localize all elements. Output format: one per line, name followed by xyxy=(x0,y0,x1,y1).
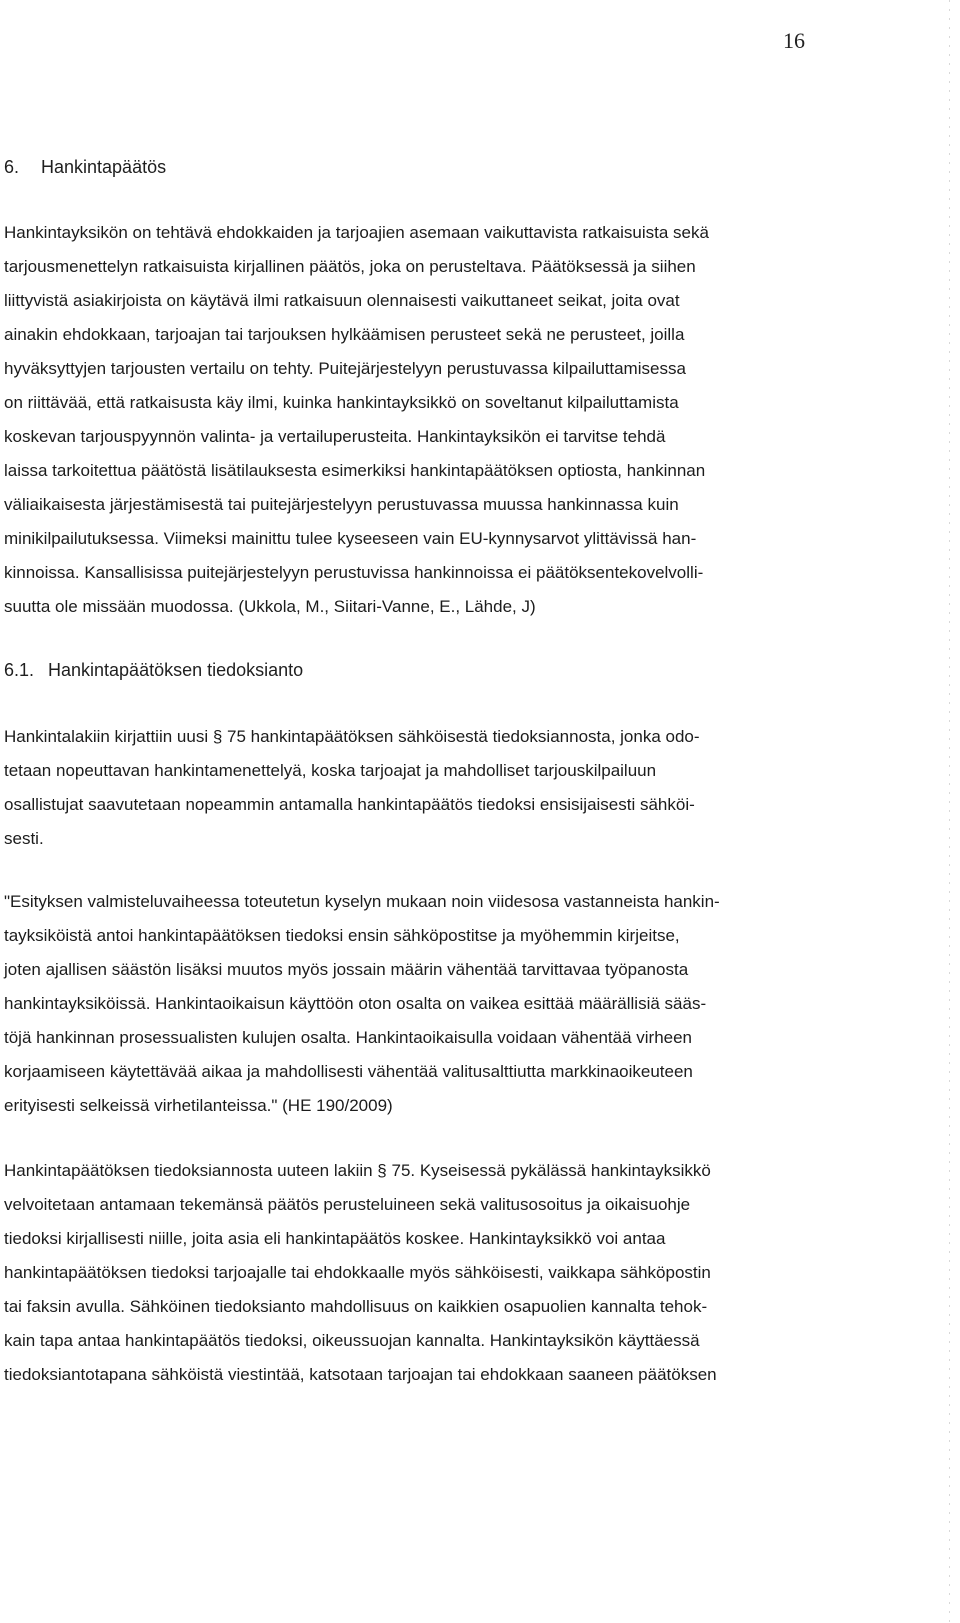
text-line: liittyvistä asiakirjoista on käytävä ilmi ratkaisuun olennaisesti vaikuttaneet seikat, joita ovat xyxy=(4,291,680,310)
paragraph-2 xyxy=(4,720,824,856)
text-line: hankintapäätöksen tiedoksi tarjoajalle tai ehdokkaalle myös sähköisesti, vaikkapa sähköpostin xyxy=(4,1263,711,1282)
paragraph-4 xyxy=(4,1154,824,1392)
page-number: 16 xyxy=(783,28,805,53)
text-line: joten ajallisen säästön lisäksi muutos myös jossain määrin vähentää tarvittavaa työpanosta xyxy=(4,960,689,979)
text-line: tai faksin avulla. Sähköinen tiedoksianto mahdollisuus on kaikkien osapuolien kannalta tehok- xyxy=(4,1297,708,1316)
text-line: korjaamiseen käytettävää aikaa ja mahdollisesti vähentää valitusalttiutta markkinaoikeuteen xyxy=(4,1062,693,1081)
text-line: töjä hankinnan prosessualisten kulujen osalta. Hankintaoikaisulla voidaan vähentää virheen xyxy=(4,1028,693,1047)
text-line: väliaikaisesta järjestämisestä tai puitejärjestelyyn perustuvassa muussa hankinnassa kuin xyxy=(4,495,679,514)
subsection-number: 6.1. xyxy=(4,660,35,680)
subsection-title: Hankintapäätöksen tiedoksianto xyxy=(48,660,304,680)
text-line: minikilpailutuksessa. Viimeksi mainittu tulee kyseeseen vain EU-kynnysarvot ylittävissä han- xyxy=(4,529,697,548)
text-line: Hankintayksikön on tehtävä ehdokkaiden ja tarjoajien asemaan vaikuttavista ratkaisuista sekä xyxy=(4,223,709,242)
text-line: on riittävää, että ratkaisusta käy ilmi, kuinka hankintayksikkö on soveltanut kilpailuttamista xyxy=(4,393,679,412)
text-line: koskevan tarjouspyynnön valinta- ja vertailuperusteita. Hankintayksikön ei tarvitse tehdä xyxy=(4,427,666,446)
text-line: hyväksyttyjen tarjousten vertailu on tehty. Puitejärjestelyyn perustuvassa kilpailuttamisessa xyxy=(4,359,686,378)
text-line: tetaan nopeuttavan hankintamenettelyä, koska tarjoajat ja mahdolliset tarjouskilpailuun xyxy=(4,761,657,780)
text-line: ainakin ehdokkaan, tarjoajan tai tarjouksen hylkäämisen perusteet sekä ne perusteet, joilla xyxy=(4,325,685,344)
text-line: Hankintalakiin kirjattiin uusi § 75 hankintapäätöksen sähköisestä tiedoksiannosta, jonka odo- xyxy=(4,727,700,746)
text-line: hankintayksiköissä. Hankintaoikaisun käyttöön oton osalta on vaikea esittää määrällisiä sääs- xyxy=(4,994,707,1013)
text-line: suutta ole missään muodossa. (Ukkola, M., Siitari-Vanne, E., Lähde, J) xyxy=(4,597,536,616)
text-line: tayksiköistä antoi hankintapäätöksen tiedoksi ensin sähköpostitse ja myöhemmin kirjeitse, xyxy=(4,926,680,945)
text-line: "Esityksen valmisteluvaiheessa toteutetun kyselyn mukaan noin viidesosa vastanneista hankin- xyxy=(4,892,720,911)
text-line: osallistujat saavutetaan nopeammin antamalla hankintapäätös tiedoksi ensisijaisesti sähköi- xyxy=(4,795,695,814)
subsection-heading xyxy=(4,660,303,681)
text-line: tarjousmenettelyn ratkaisuista kirjallinen päätös, joka on perusteltava. Päätöksessä ja siihen xyxy=(4,257,696,276)
text-line: kinnoissa. Kansallisissa puitejärjestelyyn perustuvissa hankinnoissa ei päätöksentekovelvolli- xyxy=(4,563,704,582)
text-line: tiedoksiantotapana sähköistä viestintää, katsotaan tarjoajan tai ehdokkaan saaneen päätöksen xyxy=(4,1365,717,1384)
scan-edge-artifact xyxy=(949,0,950,1623)
text-line: sesti. xyxy=(4,829,44,848)
text-line: laissa tarkoitettua päätöstä lisätilauksesta esimerkiksi hankintapäätöksen optiosta, hankinnan xyxy=(4,461,706,480)
text-line: erityisesti selkeissä virhetilanteissa." (HE 190/2009) xyxy=(4,1096,393,1115)
paragraph-1 xyxy=(4,216,824,624)
text-line: kain tapa antaa hankintapäätös tiedoksi, oikeussuojan kannalta. Hankintayksikön käyttäessä xyxy=(4,1331,700,1350)
text-line: tiedoksi kirjallisesti niille, joita asia eli hankintapäätös koskee. Hankintayksikkö voi antaa xyxy=(4,1229,666,1248)
section-title: Hankintapäätös xyxy=(41,157,167,177)
text-line: velvoitetaan antamaan tekemänsä päätös perusteluineen sekä valitusosoitus ja oikaisuohje xyxy=(4,1195,691,1214)
paragraph-3-quote xyxy=(4,885,824,1123)
section-heading xyxy=(4,157,166,178)
section-number: 6. xyxy=(4,157,20,177)
text-line: Hankintapäätöksen tiedoksiannosta uuteen lakiin § 75. Kyseisessä pykälässä hankintayksikkö xyxy=(4,1161,711,1180)
